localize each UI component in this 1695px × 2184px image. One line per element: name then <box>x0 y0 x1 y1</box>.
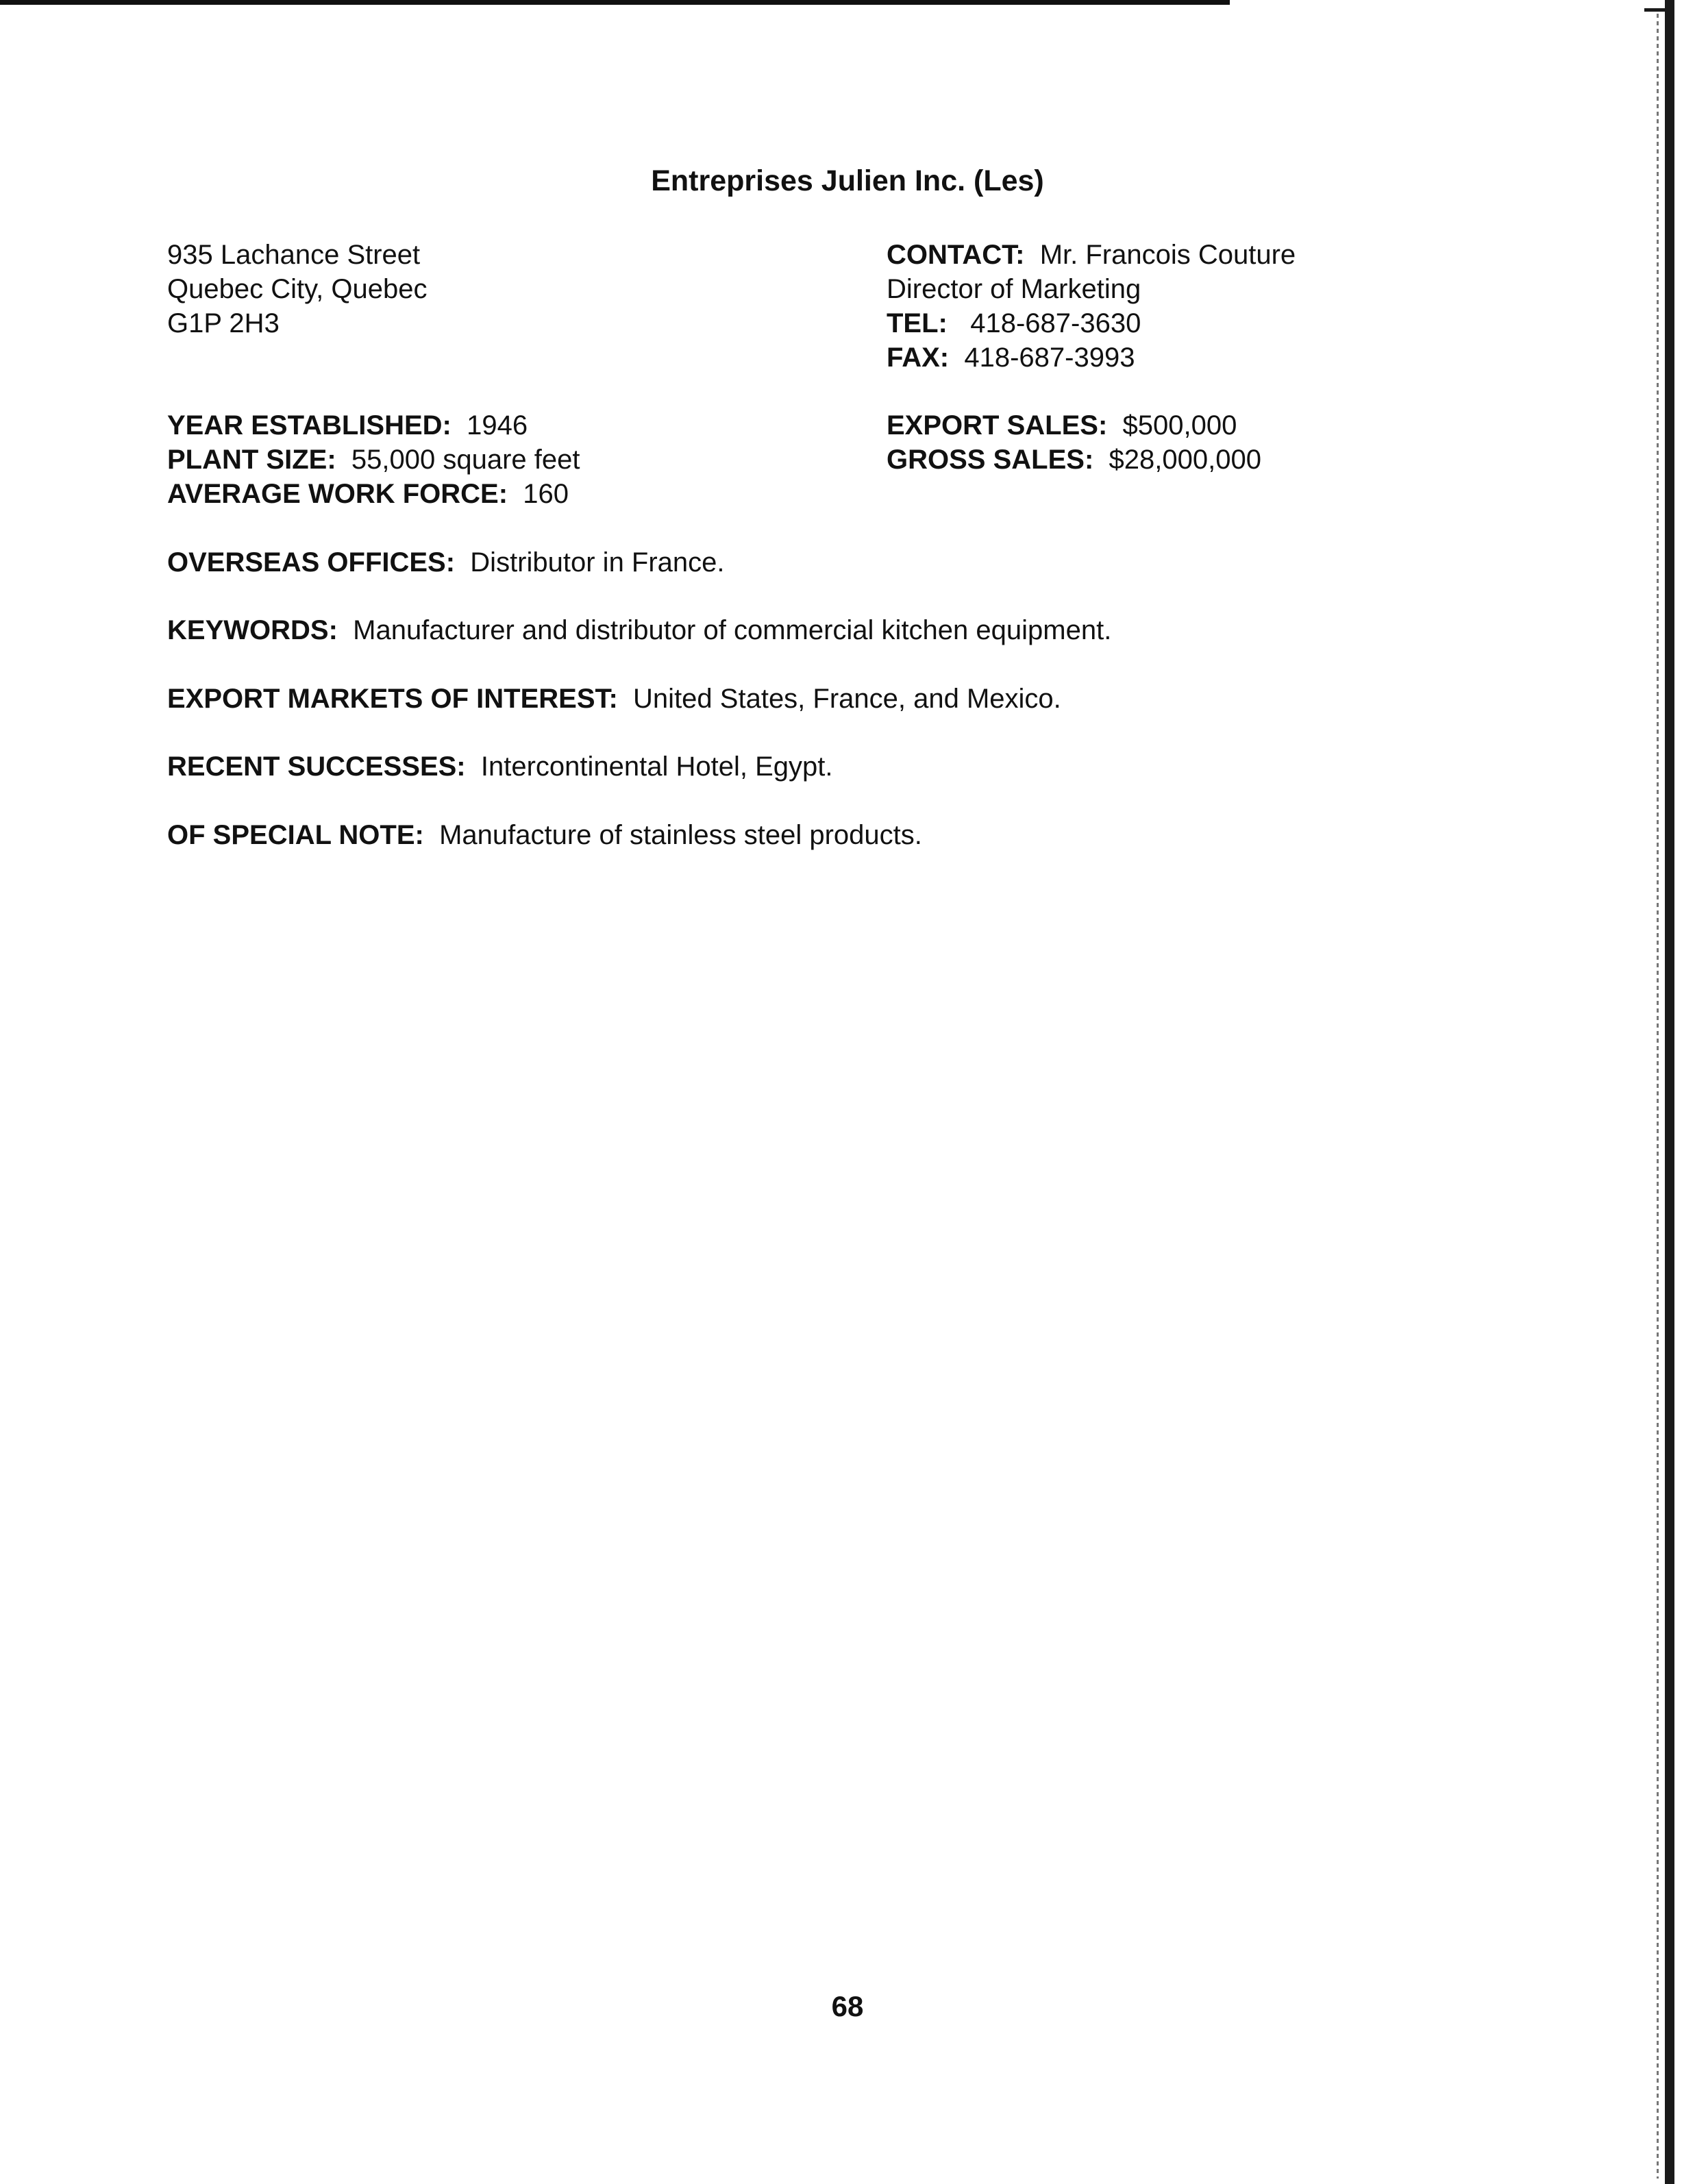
export-sales-value: $500,000 <box>1122 410 1237 440</box>
keywords-value: Manufacturer and distributor of commercial kitchen equipment. <box>353 615 1112 645</box>
gross-sales-line <box>887 443 1261 477</box>
binding-tick <box>1644 8 1666 12</box>
work-force-line <box>167 477 569 511</box>
plant-size-label: PLANT SIZE: <box>167 445 336 475</box>
export-markets-value: United States, France, and Mexico. <box>633 684 1061 714</box>
keywords-line <box>167 613 1111 647</box>
plant-size-value: 55,000 square feet <box>351 445 580 475</box>
recent-successes-value: Intercontinental Hotel, Egypt. <box>480 752 833 782</box>
tel-label: TEL: <box>887 308 948 338</box>
export-sales-line <box>887 408 1237 443</box>
address-line-1: 935 Lachance Street <box>167 240 421 270</box>
top-rule <box>0 0 1230 5</box>
fax-line <box>887 340 1135 375</box>
binding-edge <box>1665 0 1674 2184</box>
year-established-label: YEAR ESTABLISHED: <box>167 410 451 440</box>
export-markets-label: EXPORT MARKETS OF INTEREST: <box>167 684 618 714</box>
year-established-line <box>167 408 528 443</box>
gross-sales-value: $28,000,000 <box>1109 445 1261 475</box>
keywords-label: KEYWORDS: <box>167 615 338 645</box>
page-number: 68 <box>831 1990 864 2022</box>
recent-successes-line <box>167 749 833 784</box>
contact-line <box>887 238 1296 272</box>
contact-title: Director of Marketing <box>887 274 1141 304</box>
address-line-3: G1P 2H3 <box>167 308 280 338</box>
work-force-value: 160 <box>523 479 569 509</box>
recent-successes-label: RECENT SUCCESSES: <box>167 752 466 782</box>
work-force-label: AVERAGE WORK FORCE: <box>167 479 508 509</box>
binding-dashes <box>1657 14 1659 2179</box>
tel-line <box>887 306 1141 340</box>
plant-size-line <box>167 443 580 477</box>
special-note-line <box>167 818 922 852</box>
company-title: Entreprises Julien Inc. (Les) <box>651 164 1044 197</box>
fax-label: FAX: <box>887 343 950 373</box>
overseas-offices-line <box>167 545 725 580</box>
export-markets-line <box>167 682 1061 716</box>
contact-label: CONTACT: <box>887 240 1025 270</box>
address-line-2: Quebec City, Quebec <box>167 274 428 304</box>
contact-name: Mr. Francois Couture <box>1039 240 1296 270</box>
tel-value: 418-687-3630 <box>970 308 1141 338</box>
fax-value: 418-687-3993 <box>964 343 1135 373</box>
overseas-offices-label: OVERSEAS OFFICES: <box>167 547 456 578</box>
special-note-label: OF SPECIAL NOTE: <box>167 820 424 850</box>
gross-sales-label: GROSS SALES: <box>887 445 1094 475</box>
year-established-value: 1946 <box>467 410 528 440</box>
export-sales-label: EXPORT SALES: <box>887 410 1108 440</box>
overseas-offices-value: Distributor in France. <box>470 547 725 578</box>
special-note-value: Manufacture of stainless steel products. <box>439 820 922 850</box>
